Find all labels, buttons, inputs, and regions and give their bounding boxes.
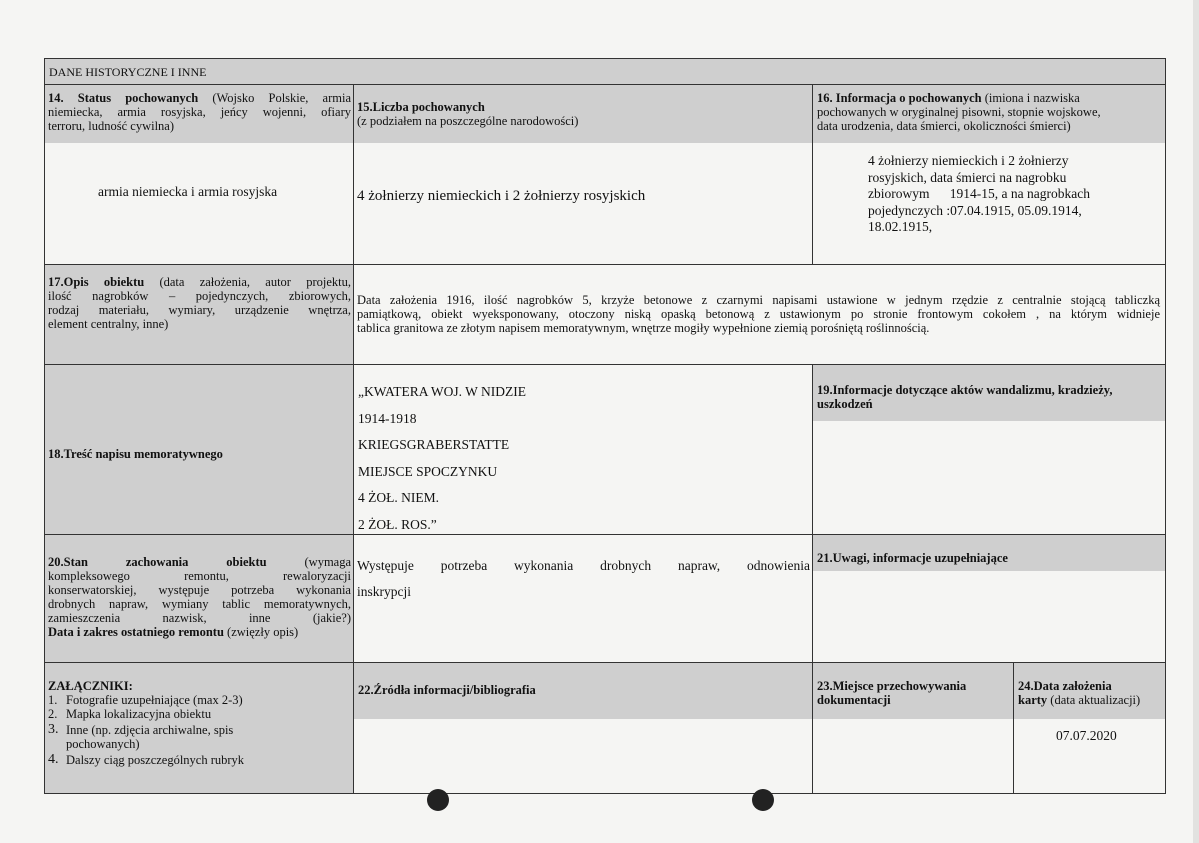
field-22-label: 22.Źródła informacji/bibliografia <box>358 683 536 697</box>
memorial-inscription: „KWATERA WOJ. W NIDZIE 1914-1918 KRIEGSGRABERSTATTE MIEJSCE SPOCZYNKU 4 ŻOŁ. NIEM. 2 ŻOŁ. ROS.” <box>358 384 526 532</box>
field-19-value-cell <box>813 421 1165 535</box>
field-19-label-cell: 19.Informacje dotyczące aktów wandalizmu, kradzieży, uszkodzeń <box>813 365 1165 421</box>
attachment-item: 1. Fotografie uzupełniające (max 2-3) <box>48 693 243 707</box>
field-17-value-cell <box>354 265 1165 365</box>
field-20-value: Występuje potrzeba wykonania drobnych napraw, odnowienia inskrypcji <box>357 558 810 599</box>
field-18-value-cell <box>354 365 813 535</box>
field-17-label: 17.Opis obiektu <box>48 275 145 289</box>
field-23-label-cell: 23.Miejsce przechowywania dokumentacji <box>813 663 1014 719</box>
field-18-label-cell <box>45 365 354 535</box>
field-14-label-cell: 14. Status pochowanych (Wojsko Polskie, armia niemiecka, armia rosyjska, jeńcy wojenni, ofiary terroru, ludność cywilna) <box>45 85 354 143</box>
field-15-label-cell: 15.Liczba pochowanych (z podziałem na poszczególne narodowości) <box>354 85 813 143</box>
field-24-value-cell <box>1014 719 1165 793</box>
field-24-label: 24.Data założenia <box>1018 679 1112 693</box>
punch-hole-left <box>427 789 449 811</box>
attachment-item: 4. Dalszy ciąg poszczególnych rubryk <box>48 752 245 767</box>
field-20-label: 20.Stan <box>48 555 88 569</box>
field-14-value-cell <box>45 143 354 265</box>
field-24-label-cell: 24.Data założenia karty (data aktualizacji) <box>1014 663 1165 719</box>
field-21-value-cell <box>813 571 1165 663</box>
field-20-value-cell <box>354 535 813 663</box>
attachments-title: ZAŁĄCZNIKI: <box>48 679 133 693</box>
page-edge <box>1193 0 1199 843</box>
section-title: DANE HISTORYCZNE I INNE <box>49 65 207 79</box>
field-16-value-cell <box>813 143 1165 265</box>
field-14-label: 14. Status pochowanych <box>48 91 199 105</box>
card-date-value: 07.07.2020 <box>1056 728 1117 743</box>
field-21-label-cell <box>813 535 1165 571</box>
field-18-label: 18.Treść napisu memoratywnego <box>48 447 223 461</box>
field-19-label: 19.Informacje dotyczące aktów wandalizmu, kradzieży, <box>817 383 1113 397</box>
punch-hole-right <box>752 789 774 811</box>
field-22-value-cell <box>354 719 813 793</box>
historical-data-form <box>44 58 1166 794</box>
field-16-value: 4 żołnierzy niemieckich i 2 żołnierzy rosyjskich, data śmierci na nagrobku zbiorowym 1914-15, a na nagrobkach pojedynczych :07.04.1915, 05.09.1914, 18.02.1915, <box>868 153 1090 234</box>
field-15-label: 15.Liczba pochowanych <box>357 100 485 114</box>
attachments-cell <box>45 663 354 793</box>
section-header <box>45 59 1165 85</box>
field-16-label: 16. Informacja o pochowanych <box>817 91 982 105</box>
attachment-item: pochowanych) <box>66 737 140 751</box>
field-16-label-cell: 16. Informacja o pochowanych (imiona i nazwiska pochowanych w oryginalnej pisowni, stopnie wojskowe, data urodzenia, data śmierci, okoliczności śmierci) <box>813 85 1165 143</box>
field-23-label: 23.Miejsce przechowywania <box>817 679 967 693</box>
field-23-value-cell <box>813 719 1014 793</box>
field-17-value: Data założenia 1916, ilość nagrobków 5, krzyże betonowe z czarnymi napisami ustawione w jednym rzędzie z centralnie stojącą tabliczką pamiątkową, obiekt wyeksponowany, otoczony niską opaską betonową z ustawionym po stronie frontowym cokołem , na którym widnieje tablica granitowa ze złotym napisem memoratywnym, wnętrze mogiły wypełnione ziemią porośniętą roślinnością. <box>357 293 1160 335</box>
field-14-value: armia niemiecka i armia rosyjska <box>98 184 278 199</box>
field-20-label-cell: 20.Stan zachowania obiektu (wymaga kompleksowego remontu, rewaloryzacji konserwatorskiej, występuje potrzeba wykonania drobnych napraw, wymiany tablic memoratywnych, zamieszczenia nazwisk, inne (jakie?) Data i zakres ostatniego remontu (zwięzły opis) <box>45 535 354 663</box>
attachment-item: 2. Mapka lokalizacyjna obiektu <box>48 707 212 721</box>
attachment-item: 3. Inne (np. zdjęcia archiwalne, spis <box>48 722 234 737</box>
field-15-value: 4 żołnierzy niemieckich i 2 żołnierzy rosyjskich <box>357 188 646 204</box>
field-17-label-cell: 17.Opis obiektu (data założenia, autor projektu, ilość nagrobków – pojedynczych, zbiorowych, rodzaj materiału, wymiary, urządzenie wnętrza, element centralny, inne) <box>45 265 354 365</box>
field-15-value-cell <box>354 143 813 265</box>
field-21-label: 21.Uwagi, informacje uzupełniające <box>817 551 1008 565</box>
field-22-label-cell <box>354 663 813 719</box>
